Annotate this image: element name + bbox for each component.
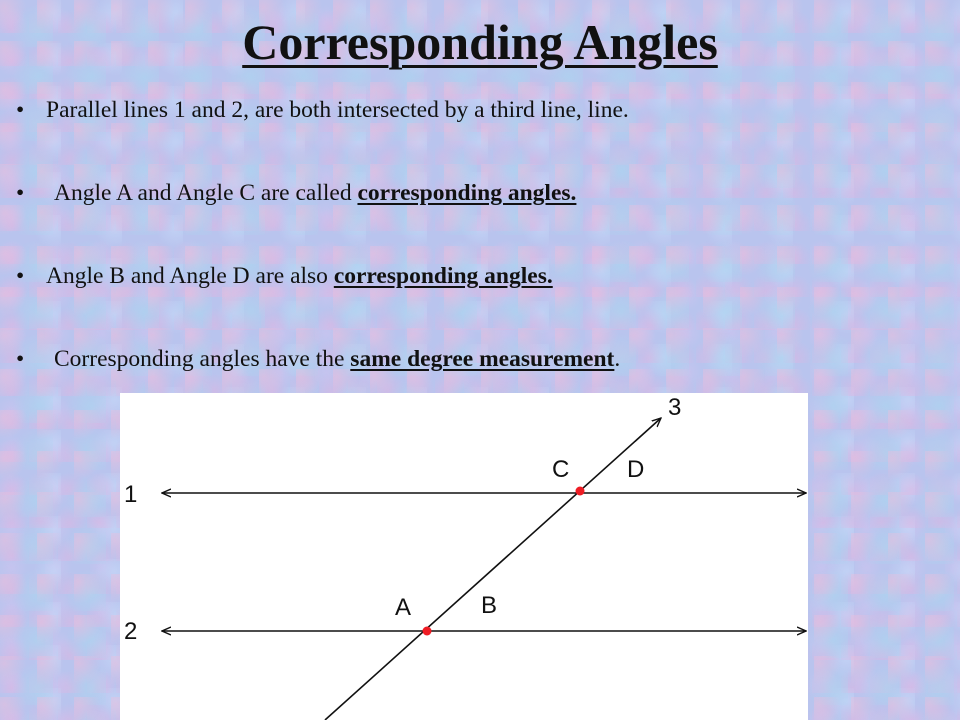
bullet-text bbox=[54, 173, 576, 213]
bullet-plain-text: Angle B and Angle D are also bbox=[46, 263, 334, 289]
bullet-suffix: . bbox=[614, 346, 621, 372]
slide-title: Corresponding Angles bbox=[242, 14, 718, 70]
line-3-label: 3 bbox=[668, 394, 682, 421]
bullet-marker: • bbox=[16, 180, 25, 206]
bullet-emphasis: corresponding angles. bbox=[333, 263, 553, 289]
angle-d-label: D bbox=[627, 456, 645, 483]
parallel-lines-diagram bbox=[120, 393, 808, 720]
bullet-list bbox=[16, 90, 936, 379]
bullet-item-same-measure bbox=[16, 339, 936, 379]
bullet-plain-text: Angle A and Angle C are called bbox=[54, 180, 358, 206]
bullet-item-parallel-lines bbox=[16, 90, 936, 130]
bullet-text bbox=[54, 339, 620, 379]
bullet-marker: • bbox=[16, 263, 25, 289]
bullet-text bbox=[46, 90, 629, 130]
bullet-plain-text: Parallel lines 1 and 2, are both intersected by a third line, line. bbox=[46, 97, 629, 123]
bullet-text bbox=[46, 256, 553, 296]
bullet-item-angles-b-d bbox=[16, 256, 936, 296]
bullet-emphasis: same degree measurement bbox=[350, 346, 615, 372]
bullet-marker: • bbox=[16, 346, 25, 372]
bullet-plain-text: Corresponding angles have the bbox=[54, 346, 351, 372]
bullet-marker: • bbox=[16, 97, 25, 123]
bullet-emphasis: corresponding angles. bbox=[357, 180, 577, 206]
line-1-label: 1 bbox=[124, 481, 138, 508]
angle-b-label: B bbox=[481, 592, 498, 619]
diagram-svg bbox=[120, 393, 808, 720]
angle-a-label: A bbox=[395, 594, 412, 621]
intersection-point-upper bbox=[576, 487, 585, 496]
line-2-label: 2 bbox=[124, 618, 138, 645]
angle-c-label: C bbox=[552, 456, 570, 483]
intersection-point-lower bbox=[423, 627, 432, 636]
transversal-line-3 bbox=[325, 418, 661, 720]
bullet-item-angles-a-c bbox=[16, 173, 936, 213]
